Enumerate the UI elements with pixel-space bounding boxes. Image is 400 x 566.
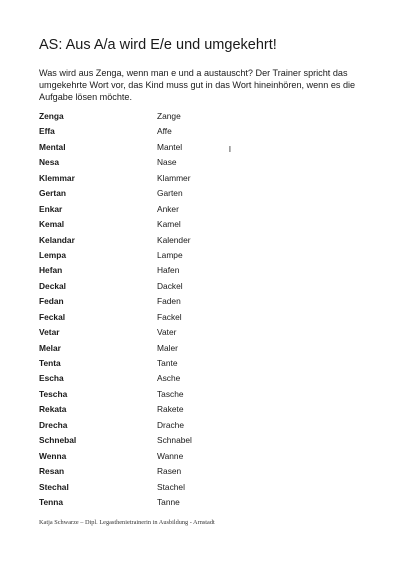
real-word: Anker <box>157 203 179 214</box>
word-pair-row <box>39 480 359 495</box>
nonsense-word: Escha <box>39 373 64 384</box>
real-word: Tante <box>157 358 178 368</box>
nonsense-word: Stechal <box>39 481 69 492</box>
real-word: Nase <box>157 157 177 168</box>
word-pair-row <box>39 263 359 278</box>
nonsense-word: Kelandar <box>39 234 75 245</box>
nonsense-word: Wenna <box>39 450 67 461</box>
real-word: Maler <box>157 342 178 353</box>
word-pair-row <box>39 109 359 124</box>
word-pair-row <box>39 495 359 510</box>
word-pair-row <box>39 217 359 232</box>
nonsense-word: Fedan <box>39 296 64 307</box>
real-word: Zange <box>157 111 181 121</box>
real-word: Mantel <box>157 141 183 152</box>
word-pair-row <box>39 202 359 217</box>
word-pair-row <box>39 356 359 371</box>
word-pair-row <box>39 464 359 479</box>
word-pair-row <box>39 433 359 448</box>
nonsense-word: Nesa <box>39 157 60 168</box>
word-pair-row <box>39 402 359 417</box>
real-word: Lampe <box>157 249 183 260</box>
real-word: Rakete <box>157 404 184 415</box>
real-word: Klammer <box>157 172 191 183</box>
nonsense-word: Schnebal <box>39 435 77 446</box>
word-pair-row <box>39 387 359 402</box>
stray-mark: l <box>229 144 231 154</box>
word-pair-row <box>39 155 359 170</box>
word-pair-row <box>39 124 359 139</box>
nonsense-word: Enkar <box>39 203 63 214</box>
real-word: Rasen <box>157 466 182 477</box>
nonsense-word: Tescha <box>39 388 68 399</box>
real-word: Garten <box>157 188 183 199</box>
nonsense-word: Lempa <box>39 249 66 260</box>
nonsense-word: Vetar <box>39 327 60 338</box>
nonsense-word: Deckal <box>39 280 67 291</box>
instructions-text: Was wird aus Zenga, wenn man e und a austauscht? Der Trainer spricht das umgekehrte Wort vor, das Kind muss gut in das Wort hineinhören, wenn es die Aufgabe lösen möchte. <box>39 68 356 103</box>
word-pair-row <box>39 171 359 186</box>
nonsense-word: Kemal <box>39 219 65 230</box>
real-word: Schnabel <box>157 435 192 446</box>
word-pair-list <box>39 109 359 510</box>
real-word: Hafen <box>157 265 180 276</box>
nonsense-word: Tenta <box>39 358 61 368</box>
word-pair-row <box>39 341 359 356</box>
word-pair-row <box>39 279 359 294</box>
word-pair-row <box>39 186 359 201</box>
word-pair-row <box>39 325 359 340</box>
real-word: Kamel <box>157 219 181 230</box>
word-pair-row <box>39 310 359 325</box>
word-pair-row <box>39 418 359 433</box>
real-word: Tanne <box>157 496 180 507</box>
word-pair-row <box>39 449 359 464</box>
real-word: Fackel <box>157 311 182 322</box>
nonsense-word: Tenna <box>39 496 64 507</box>
real-word: Kalender <box>157 234 191 245</box>
nonsense-word: Drecha <box>39 419 68 430</box>
word-pair-row <box>39 233 359 248</box>
nonsense-word: Mental <box>39 141 66 152</box>
word-pair-row <box>39 294 359 309</box>
real-word: Faden <box>157 296 181 307</box>
nonsense-word: Effa <box>39 126 55 137</box>
page-footer: Katja Schwarze – Dipl. Legasthenietrainerin in Ausbildung - Arnstadt <box>39 519 215 526</box>
real-word: Vater <box>157 327 177 338</box>
real-word: Wanne <box>157 450 184 461</box>
nonsense-word: Melar <box>39 342 61 353</box>
nonsense-word: Rekata <box>39 404 67 415</box>
nonsense-word: Resan <box>39 466 65 477</box>
word-pair-row <box>39 371 359 386</box>
word-pair-row <box>39 140 359 155</box>
nonsense-word: Gertan <box>39 188 66 199</box>
nonsense-word: Klemmar <box>39 172 75 183</box>
real-word: Asche <box>157 373 181 384</box>
real-word: Drache <box>157 419 184 430</box>
nonsense-word: Zenga <box>39 111 64 121</box>
real-word: Affe <box>157 126 172 137</box>
word-pair-row <box>39 248 359 263</box>
page-title: AS: Aus A/a wird E/e und umgekehrt! <box>39 37 277 53</box>
nonsense-word: Hefan <box>39 265 63 276</box>
real-word: Dackel <box>157 280 183 291</box>
real-word: Stachel <box>157 481 185 492</box>
nonsense-word: Feckal <box>39 311 66 322</box>
real-word: Tasche <box>157 388 184 399</box>
